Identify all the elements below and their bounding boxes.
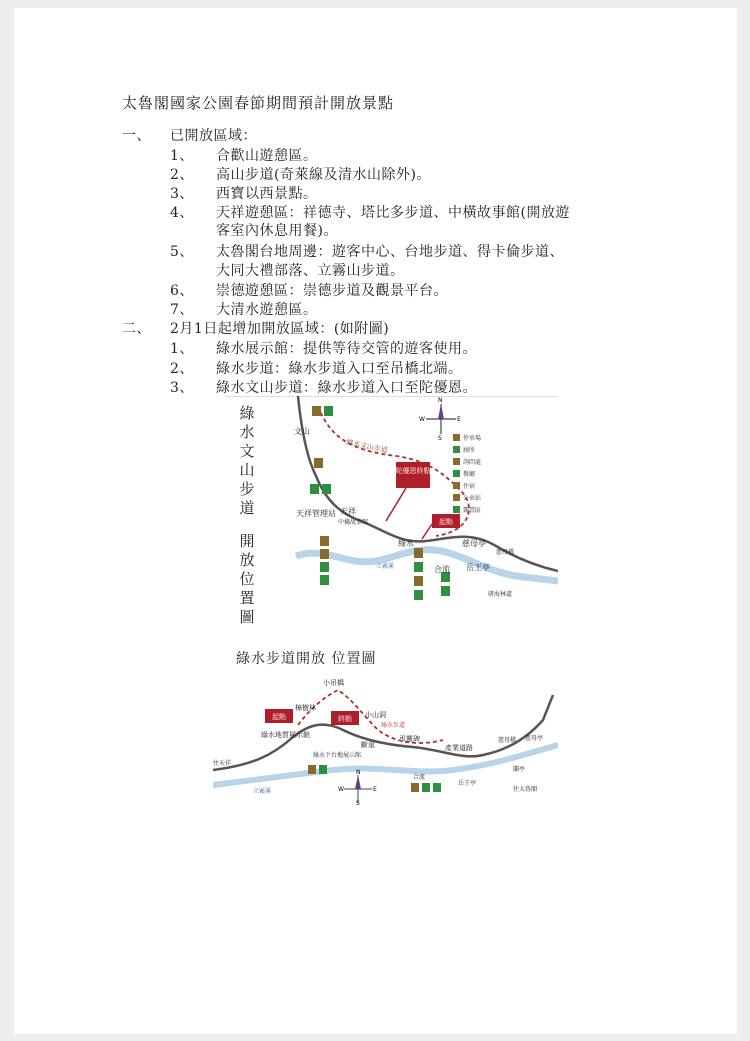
map-label: 弔靈碑 xyxy=(399,735,420,743)
map-label: 岳王亭 xyxy=(466,563,490,572)
map-label: 慈母橋 xyxy=(496,549,515,556)
list-item: 太魯閣台地周邊：遊客中心、台地步道、得卡倫步道、 xyxy=(216,244,564,260)
map-label: 天祥管理站 xyxy=(296,509,336,518)
list-item-number: 2、 xyxy=(170,167,194,183)
map-label: 天祥 xyxy=(340,507,356,516)
svg-text:餐廳: 餐廳 xyxy=(463,471,476,478)
map-label: 綠水 xyxy=(398,539,414,548)
map-label: 綠水步道 xyxy=(381,722,406,729)
end-label: 終點 xyxy=(338,715,352,723)
svg-text:停車場: 停車場 xyxy=(463,435,482,442)
end-label: 陀優恩終點 xyxy=(395,467,431,475)
document-title: 太魯閣國家公園春節期間預計開放景點 xyxy=(122,94,395,112)
list-item-number: 3、 xyxy=(170,186,194,202)
map-label: 綠水地質展示館 xyxy=(261,731,310,739)
svg-text:W: W xyxy=(419,416,425,423)
list-item: 綠水步道：綠水步道入口至吊橋北端。 xyxy=(216,361,463,377)
list-item: 合歡山遊憩區。 xyxy=(216,148,318,164)
map-label: 綠水文山步道 xyxy=(345,438,389,455)
svg-text:S: S xyxy=(356,800,360,805)
svg-text:廁所: 廁所 xyxy=(463,447,476,454)
list-item: 高山步道(奇萊線及清水山除外)。 xyxy=(216,167,431,183)
section2-number: 二、 xyxy=(122,321,151,337)
map-label: 立霧溪 xyxy=(253,788,272,795)
list-item: 崇德遊憩區：崇德步道及觀景平台。 xyxy=(216,283,448,299)
map-label: 合流 xyxy=(413,774,426,781)
start-label: 起點 xyxy=(439,518,453,526)
map-label: 立霧溪 xyxy=(376,563,395,570)
list-item-number: 7、 xyxy=(170,302,194,318)
map-label: 慈母亭 xyxy=(462,539,486,548)
list-item-continuation: 大同大禮部落、立霧山步道。 xyxy=(216,263,405,279)
list-item: 綠水展示館：提供等待交管的遊客使用。 xyxy=(216,341,477,357)
svg-text:W: W xyxy=(338,786,344,793)
map2-title: 綠水步道開放 位置圖 xyxy=(236,651,377,667)
list-item: 大清水遊憩區。 xyxy=(216,302,318,318)
svg-text:N: N xyxy=(356,769,361,776)
list-item: 綠水文山步道：綠水步道入口至陀優恩。 xyxy=(216,380,477,396)
svg-text:住宿: 住宿 xyxy=(463,483,476,490)
svg-text:N: N xyxy=(438,397,443,404)
list-item-continuation: 客室內休息用餐)。 xyxy=(216,223,338,239)
map2-trail-map xyxy=(213,675,558,805)
map-label: 慈母橋 xyxy=(498,737,517,744)
start-label: 起點 xyxy=(272,713,286,721)
list-item-number: 1、 xyxy=(170,148,194,164)
map-label: 岳王亭 xyxy=(458,780,477,787)
map1-vertical-title: 綠 水 文 山 步 道 開 放 位 置 圖 xyxy=(239,404,255,626)
compass-icon xyxy=(338,769,377,805)
map-label: 綠水下台地展示館 xyxy=(313,752,362,759)
map-label: 小山洞 xyxy=(365,711,386,719)
list-item-number: 1、 xyxy=(170,341,194,357)
map-label: 樟樹林 xyxy=(295,704,316,712)
section2-heading: 2月1日起增加開放區域：(如附圖) xyxy=(170,321,390,337)
facility-icons xyxy=(310,406,450,600)
map-label: 研海林道 xyxy=(488,591,513,598)
list-item-number: 2、 xyxy=(170,361,194,377)
map1-legend xyxy=(453,434,481,514)
list-item-number: 5、 xyxy=(170,244,194,260)
section1-heading: 已開放區域： xyxy=(170,128,257,144)
svg-text:露營區: 露營區 xyxy=(463,507,482,514)
map-label: 慈母亭 xyxy=(525,735,544,742)
section1-number: 一、 xyxy=(122,128,151,144)
river-line xyxy=(213,745,558,785)
svg-text:E: E xyxy=(457,416,461,423)
end-marker xyxy=(396,462,430,488)
list-item-number: 3、 xyxy=(170,380,194,396)
map-label: 往天祥 xyxy=(213,760,232,767)
svg-text:詢問處: 詢問處 xyxy=(463,459,482,466)
svg-text:E: E xyxy=(373,786,377,793)
list-item-number: 4、 xyxy=(170,205,194,221)
map-label: 文山 xyxy=(294,427,310,436)
map-label: 合流 xyxy=(434,565,450,574)
list-item-number: 6、 xyxy=(170,283,194,299)
map-label: 往太魯閣 xyxy=(513,786,538,793)
river-line xyxy=(296,550,558,581)
list-item: 西寶以西景點。 xyxy=(216,186,318,202)
svg-text:公車站: 公車站 xyxy=(463,495,482,502)
map-label: 中橫故事館 xyxy=(338,519,369,526)
map-label: 斷崖 xyxy=(361,741,375,749)
map1-trail-map xyxy=(226,396,558,624)
map-label: 蘭亭 xyxy=(513,766,526,773)
map-label: 產業道路 xyxy=(445,744,473,752)
list-item: 天祥遊憩區：祥德寺、塔比多步道、中橫故事館(開放遊 xyxy=(216,205,570,221)
svg-text:S: S xyxy=(438,435,442,442)
map-label: 小吊橋 xyxy=(323,679,344,687)
